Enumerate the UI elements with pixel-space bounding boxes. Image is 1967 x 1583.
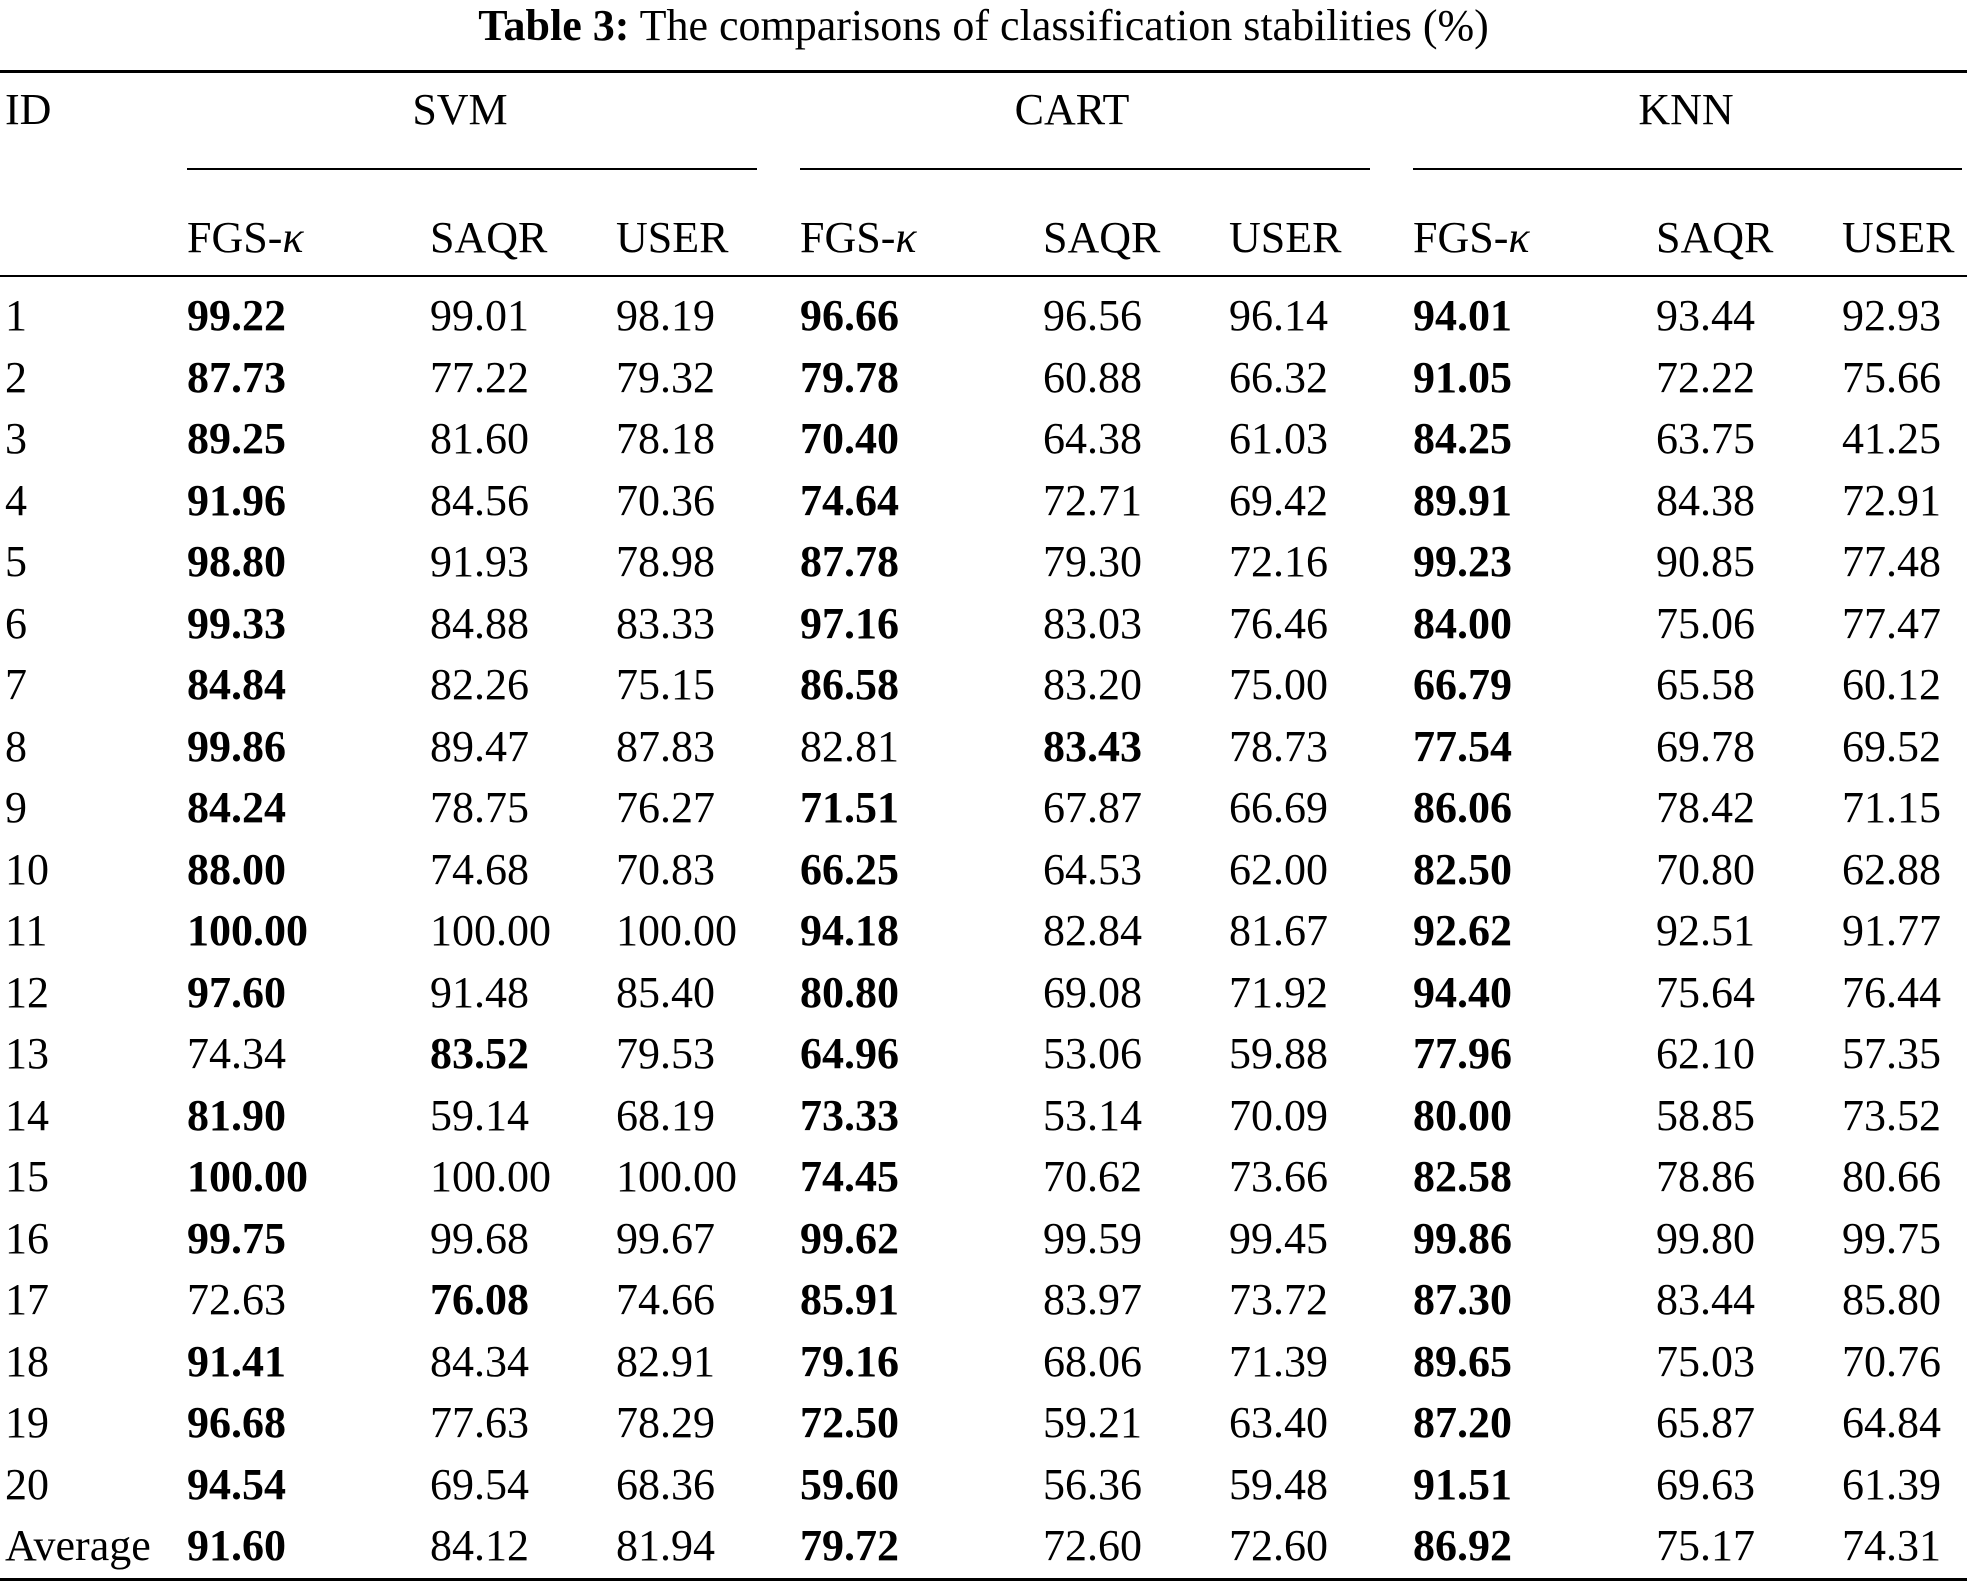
table-cell: 77.54 <box>1413 721 1512 771</box>
table-cell: 70.83 <box>616 844 715 894</box>
table-cell: 87.20 <box>1413 1398 1512 1447</box>
table-cell: 64.38 <box>1043 414 1142 463</box>
row-id: 16 <box>5 1213 49 1263</box>
table-cell: 100.00 <box>430 906 551 955</box>
table-cell: 86.58 <box>800 660 899 709</box>
table-cell: 68.19 <box>616 1090 715 1140</box>
table-cell: 64.53 <box>1043 844 1142 894</box>
table-cell: 63.40 <box>1229 1398 1328 1447</box>
table-cell: 79.72 <box>800 1521 899 1570</box>
kappa-symbol: κ <box>282 213 304 262</box>
kappa-symbol: κ <box>1508 213 1530 262</box>
table-cell: 88.00 <box>187 844 286 894</box>
table-cell: 83.44 <box>1656 1275 1755 1324</box>
table-cell: 99.80 <box>1656 1213 1755 1263</box>
table-cell: 94.54 <box>187 1459 286 1509</box>
table-cell: 74.66 <box>616 1275 715 1324</box>
table-cell: 66.69 <box>1229 783 1328 832</box>
table-cell: 99.68 <box>430 1213 529 1263</box>
table-cell: 71.15 <box>1842 783 1941 832</box>
table-cell: 70.80 <box>1656 844 1755 894</box>
table-cell: 75.03 <box>1656 1336 1755 1386</box>
table-cell: 91.51 <box>1413 1459 1512 1509</box>
table-cell: 92.51 <box>1656 906 1755 955</box>
knn-saqr-header: SAQR <box>1656 213 1774 262</box>
row-id: 6 <box>5 598 27 648</box>
table-cell: 87.73 <box>187 352 286 402</box>
table-cell: 92.93 <box>1842 291 1941 340</box>
table-cell: 70.62 <box>1043 1152 1142 1201</box>
table-cell: 87.78 <box>800 537 899 586</box>
table-cell: 73.72 <box>1229 1275 1328 1324</box>
table-cell: 71.51 <box>800 783 899 832</box>
table-cell: 64.84 <box>1842 1398 1941 1447</box>
table-cell: 82.50 <box>1413 844 1512 894</box>
table-cell: 91.96 <box>187 475 286 525</box>
svm-fgs-kappa-header <box>187 214 304 262</box>
table-cell: 70.36 <box>616 475 715 525</box>
table-cell: 59.48 <box>1229 1459 1328 1509</box>
table-cell: 70.40 <box>800 414 899 463</box>
table-cell: 87.83 <box>616 721 715 771</box>
table-cell: 73.52 <box>1842 1090 1941 1140</box>
table-cell: 77.48 <box>1842 537 1941 586</box>
table-cell: 81.60 <box>430 414 529 463</box>
table-cell: 58.85 <box>1656 1090 1755 1140</box>
table-cell: 89.65 <box>1413 1336 1512 1386</box>
cart-saqr-header: SAQR <box>1043 213 1161 262</box>
table-cell: 70.76 <box>1842 1336 1941 1386</box>
table-cell: 75.06 <box>1656 598 1755 648</box>
table-cell: 72.63 <box>187 1275 286 1324</box>
table-cell: 62.88 <box>1842 844 1941 894</box>
table-cell: 80.80 <box>800 967 899 1017</box>
table-cell: 82.58 <box>1413 1152 1512 1201</box>
table-cell: 73.33 <box>800 1090 899 1140</box>
table-cell: 78.86 <box>1656 1152 1755 1201</box>
table-cell: 84.24 <box>187 783 286 832</box>
table-cell: 76.46 <box>1229 598 1328 648</box>
table-cell: 68.06 <box>1043 1336 1142 1386</box>
table-cell: 84.12 <box>430 1521 529 1570</box>
table-cell: 81.67 <box>1229 906 1328 955</box>
table-cell: 76.27 <box>616 783 715 832</box>
knn-user-header: USER <box>1842 213 1955 262</box>
table-cell: 59.21 <box>1043 1398 1142 1447</box>
table-cell: 77.22 <box>430 352 529 402</box>
table-cell: 91.93 <box>430 537 529 586</box>
table-cell: 62.10 <box>1656 1029 1755 1078</box>
caption-label: Table 3: <box>478 1 630 50</box>
table-cell: 78.75 <box>430 783 529 832</box>
table-cell: 74.31 <box>1842 1521 1941 1570</box>
table-cell: 80.00 <box>1413 1090 1512 1140</box>
table-cell: 72.60 <box>1229 1521 1328 1570</box>
group-rule-knn <box>1413 168 1962 170</box>
table-cell: 74.45 <box>800 1152 899 1201</box>
table-cell: 82.81 <box>800 721 899 771</box>
row-id: 18 <box>5 1336 49 1386</box>
row-id: Average <box>5 1521 151 1570</box>
table-cell: 84.00 <box>1413 598 1512 648</box>
table-cell: 99.86 <box>1413 1213 1512 1263</box>
method-prefix: FGS- <box>800 213 896 262</box>
table-cell: 83.20 <box>1043 660 1142 709</box>
table-cell: 75.00 <box>1229 660 1328 709</box>
table-cell: 56.36 <box>1043 1459 1142 1509</box>
method-prefix: FGS- <box>1413 213 1509 262</box>
table-cell: 99.23 <box>1413 537 1512 586</box>
table-caption <box>0 2 1967 50</box>
table-cell: 59.60 <box>800 1459 899 1509</box>
row-id: 5 <box>5 537 27 586</box>
row-id: 1 <box>5 291 27 340</box>
table-cell: 97.16 <box>800 598 899 648</box>
table-cell: 78.98 <box>616 537 715 586</box>
group-header-svm: SVM <box>412 85 508 134</box>
table-cell: 74.34 <box>187 1029 286 1078</box>
table-cell: 69.08 <box>1043 967 1142 1017</box>
table-cell: 78.73 <box>1229 721 1328 771</box>
table-cell: 72.71 <box>1043 475 1142 525</box>
top-rule <box>0 70 1967 73</box>
table-cell: 74.64 <box>800 475 899 525</box>
table-cell: 83.97 <box>1043 1275 1142 1324</box>
table-cell: 72.91 <box>1842 475 1941 525</box>
table-cell: 59.88 <box>1229 1029 1328 1078</box>
table-cell: 69.54 <box>430 1459 529 1509</box>
table-cell: 99.62 <box>800 1213 899 1263</box>
table-cell: 84.38 <box>1656 475 1755 525</box>
table-cell: 53.06 <box>1043 1029 1142 1078</box>
table-cell: 83.33 <box>616 598 715 648</box>
row-id: 2 <box>5 352 27 402</box>
table-cell: 100.00 <box>616 906 737 955</box>
table-cell: 98.80 <box>187 537 286 586</box>
row-id: 14 <box>5 1090 49 1140</box>
table-cell: 61.39 <box>1842 1459 1941 1509</box>
table-cell: 89.47 <box>430 721 529 771</box>
table-cell: 85.80 <box>1842 1275 1941 1324</box>
table-cell: 100.00 <box>187 1152 308 1201</box>
table-cell: 79.53 <box>616 1029 715 1078</box>
group-header-knn: KNN <box>1638 85 1734 134</box>
table-cell: 91.48 <box>430 967 529 1017</box>
row-id: 3 <box>5 414 27 463</box>
table-cell: 60.12 <box>1842 660 1941 709</box>
table-cell: 84.56 <box>430 475 529 525</box>
table-cell: 82.91 <box>616 1336 715 1386</box>
row-id: 20 <box>5 1459 49 1509</box>
table-cell: 100.00 <box>616 1152 737 1201</box>
table-cell: 91.60 <box>187 1521 286 1570</box>
table-cell: 69.52 <box>1842 721 1941 771</box>
table-cell: 72.22 <box>1656 352 1755 402</box>
table-cell: 69.63 <box>1656 1459 1755 1509</box>
table-cell: 91.41 <box>187 1336 286 1386</box>
table-cell: 66.79 <box>1413 660 1512 709</box>
table-cell: 90.85 <box>1656 537 1755 586</box>
table-cell: 67.87 <box>1043 783 1142 832</box>
table-cell: 69.78 <box>1656 721 1755 771</box>
table-cell: 99.75 <box>1842 1213 1941 1263</box>
row-id: 19 <box>5 1398 49 1447</box>
table-cell: 99.67 <box>616 1213 715 1263</box>
table-cell: 53.14 <box>1043 1090 1142 1140</box>
table-cell: 94.40 <box>1413 967 1512 1017</box>
table-cell: 64.96 <box>800 1029 899 1078</box>
table-cell: 97.60 <box>187 967 286 1017</box>
table-cell: 83.52 <box>430 1029 529 1078</box>
row-id: 17 <box>5 1275 49 1324</box>
table-cell: 68.36 <box>616 1459 715 1509</box>
table-cell: 71.39 <box>1229 1336 1328 1386</box>
svm-saqr-header: SAQR <box>430 213 548 262</box>
table-cell: 86.06 <box>1413 783 1512 832</box>
cart-user-header: USER <box>1229 213 1342 262</box>
table-cell: 82.26 <box>430 660 529 709</box>
table-cell: 73.66 <box>1229 1152 1328 1201</box>
table-cell: 99.22 <box>187 291 286 340</box>
table-cell: 77.63 <box>430 1398 529 1447</box>
cart-fgs-kappa-header <box>800 214 917 262</box>
table-cell: 81.90 <box>187 1090 286 1140</box>
table-cell: 86.92 <box>1413 1521 1512 1570</box>
table-cell: 77.47 <box>1842 598 1941 648</box>
table-cell: 94.18 <box>800 906 899 955</box>
table-cell: 84.88 <box>430 598 529 648</box>
table-cell: 79.30 <box>1043 537 1142 586</box>
table-cell: 98.19 <box>616 291 715 340</box>
table-cell: 78.42 <box>1656 783 1755 832</box>
group-rule-svm <box>187 168 757 170</box>
table-cell: 63.75 <box>1656 414 1755 463</box>
table-cell: 89.91 <box>1413 475 1512 525</box>
table-cell: 99.01 <box>430 291 529 340</box>
table-cell: 93.44 <box>1656 291 1755 340</box>
table-cell: 100.00 <box>430 1152 551 1201</box>
row-id: 12 <box>5 967 49 1017</box>
bottom-rule <box>0 1578 1967 1581</box>
table-cell: 96.56 <box>1043 291 1142 340</box>
knn-fgs-kappa-header <box>1413 214 1530 262</box>
table-cell: 89.25 <box>187 414 286 463</box>
table-cell: 84.84 <box>187 660 286 709</box>
row-id: 4 <box>5 475 27 525</box>
id-column-header: ID <box>5 85 52 134</box>
row-id: 15 <box>5 1152 49 1201</box>
table-cell: 74.68 <box>430 844 529 894</box>
row-id: 10 <box>5 844 49 894</box>
table-cell: 70.09 <box>1229 1090 1328 1140</box>
table-cell: 80.66 <box>1842 1152 1941 1201</box>
kappa-symbol: κ <box>895 213 917 262</box>
method-prefix: FGS- <box>187 213 283 262</box>
table-cell: 99.45 <box>1229 1213 1328 1263</box>
table-cell: 76.44 <box>1842 967 1941 1017</box>
table-cell: 100.00 <box>187 906 308 955</box>
table-cell: 60.88 <box>1043 352 1142 402</box>
group-header-cart: CART <box>1014 85 1130 134</box>
table-cell: 72.50 <box>800 1398 899 1447</box>
table-cell: 57.35 <box>1842 1029 1941 1078</box>
table-cell: 87.30 <box>1413 1275 1512 1324</box>
table-cell: 75.64 <box>1656 967 1755 1017</box>
svm-user-header: USER <box>616 213 729 262</box>
table-cell: 78.29 <box>616 1398 715 1447</box>
table-cell: 83.43 <box>1043 721 1142 771</box>
table-cell: 72.16 <box>1229 537 1328 586</box>
table-cell: 77.96 <box>1413 1029 1512 1078</box>
row-id: 11 <box>5 906 48 955</box>
table-cell: 72.60 <box>1043 1521 1142 1570</box>
row-id: 7 <box>5 660 27 709</box>
row-id: 13 <box>5 1029 49 1078</box>
table-cell: 66.32 <box>1229 352 1328 402</box>
table-cell: 85.40 <box>616 967 715 1017</box>
table-cell: 65.87 <box>1656 1398 1755 1447</box>
table-cell: 71.92 <box>1229 967 1328 1017</box>
table-cell: 75.66 <box>1842 352 1941 402</box>
table-cell: 99.59 <box>1043 1213 1142 1263</box>
table-cell: 59.14 <box>430 1090 529 1140</box>
table-cell: 75.17 <box>1656 1521 1755 1570</box>
table-cell: 96.14 <box>1229 291 1328 340</box>
table-cell: 83.03 <box>1043 598 1142 648</box>
table-cell: 82.84 <box>1043 906 1142 955</box>
table-cell: 99.86 <box>187 721 286 771</box>
table-cell: 62.00 <box>1229 844 1328 894</box>
table-cell: 96.66 <box>800 291 899 340</box>
table-cell: 66.25 <box>800 844 899 894</box>
table-cell: 79.78 <box>800 352 899 402</box>
table-cell: 84.25 <box>1413 414 1512 463</box>
table-cell: 61.03 <box>1229 414 1328 463</box>
header-rule <box>0 275 1967 277</box>
table-cell: 76.08 <box>430 1275 529 1324</box>
table-cell: 75.15 <box>616 660 715 709</box>
table-cell: 65.58 <box>1656 660 1755 709</box>
table-cell: 91.77 <box>1842 906 1941 955</box>
table-cell: 41.25 <box>1842 414 1941 463</box>
table-cell: 94.01 <box>1413 291 1512 340</box>
row-id: 9 <box>5 783 27 832</box>
caption-text: The comparisons of classification stabilities (%) <box>639 1 1489 50</box>
table-cell: 99.75 <box>187 1213 286 1263</box>
table-cell: 96.68 <box>187 1398 286 1447</box>
table-cell: 69.42 <box>1229 475 1328 525</box>
table-cell: 78.18 <box>616 414 715 463</box>
group-rule-cart <box>800 168 1370 170</box>
table-cell: 99.33 <box>187 598 286 648</box>
table-cell: 85.91 <box>800 1275 899 1324</box>
table-cell: 92.62 <box>1413 906 1512 955</box>
table-cell: 81.94 <box>616 1521 715 1570</box>
table-cell: 79.16 <box>800 1336 899 1386</box>
row-id: 8 <box>5 721 27 771</box>
table-cell: 79.32 <box>616 352 715 402</box>
table-cell: 91.05 <box>1413 352 1512 402</box>
table-cell: 84.34 <box>430 1336 529 1386</box>
